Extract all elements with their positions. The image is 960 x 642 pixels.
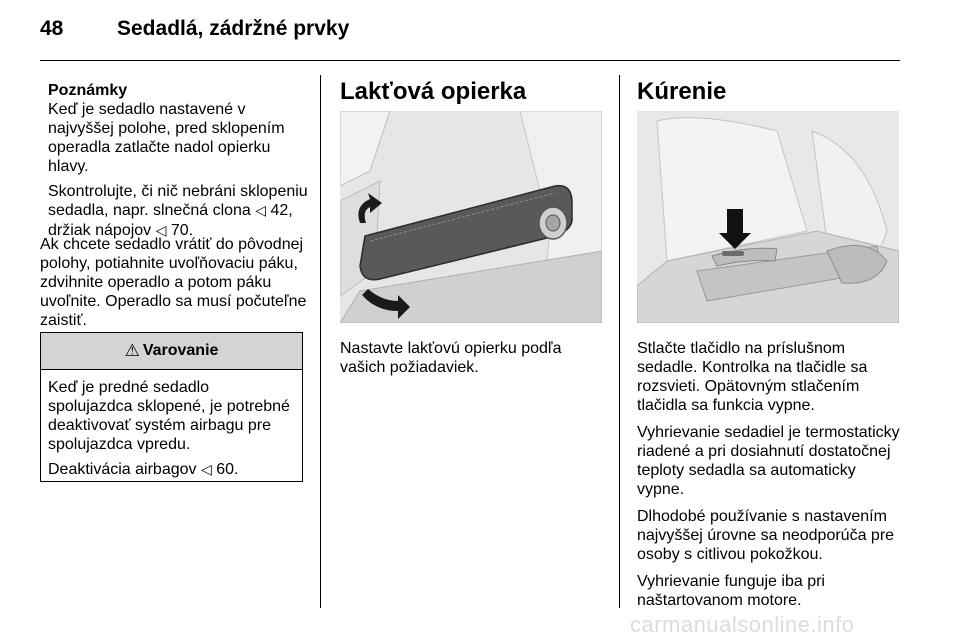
page-number: 48 bbox=[40, 17, 64, 40]
warning-header bbox=[41, 333, 302, 370]
warning-box bbox=[40, 332, 303, 482]
note-text: Skontrolujte, či nič nebráni sklopeniu sedadla, napr. slnečná clona bbox=[48, 183, 308, 219]
note-title: Poznámky bbox=[48, 82, 128, 99]
armrest-illustration bbox=[340, 111, 602, 323]
note-paragraph: Keď je sedadlo nastavené v najvyššej polohe, pred sklopením operadla zatlačte nadol opierku hlavy. bbox=[48, 101, 285, 175]
column-divider-1 bbox=[320, 75, 321, 608]
page-title: Sedadlá, zádržné prvky bbox=[117, 17, 350, 40]
heating-text bbox=[637, 339, 901, 618]
heating-paragraph-4: Vyhrievanie funguje iba pri naštartovanom motore. bbox=[637, 573, 825, 609]
warning-body bbox=[41, 370, 302, 480]
warning-icon: ⚠ bbox=[124, 341, 140, 360]
page-reference-sun-visor[interactable]: 42 bbox=[270, 202, 289, 219]
page-reference-arrow-icon: ◁ bbox=[200, 462, 212, 478]
armrest-text: Nastavte lakťovú opierku podľa vašich požiadaviek. bbox=[340, 340, 562, 376]
warning-reference-paragraph bbox=[48, 460, 295, 480]
warning-title: Varovanie bbox=[142, 342, 219, 359]
note-block bbox=[48, 81, 310, 247]
note-text-mid: , držiak nápojov bbox=[48, 202, 293, 239]
note-text-end: . bbox=[188, 222, 194, 239]
warning-paragraph: Keď je predné sedadlo spolujazdca sklopené, je potrebné deaktivovať systém airbagu pre spolujazdca vpredu. bbox=[48, 379, 290, 453]
column-divider-2 bbox=[619, 75, 620, 608]
page-reference-arrow-icon: ◁ bbox=[155, 223, 167, 239]
restore-seat-paragraph: Ak chcete sedadlo vrátiť do pôvodnej polohy, potiahnite uvoľňovaciu páku, zdvihnite operadlo a potom páku uvoľnite. Operadlo sa musí počuteľne zaistiť. bbox=[40, 236, 307, 329]
header-rule bbox=[40, 60, 900, 61]
watermark: carmanualsonline.info bbox=[630, 612, 855, 637]
page-reference-cupholder[interactable]: 70 bbox=[170, 222, 189, 239]
warning-text: Deaktivácia airbagov bbox=[48, 461, 197, 478]
warning-text-end: . bbox=[234, 461, 239, 478]
heating-paragraph-1: Stlačte tlačidlo na príslušnom sedadle. Kontrolka na tlačidle sa rozsvieti. Opätovným stlačením tlačidla sa funkcia vypne. bbox=[637, 340, 868, 414]
armrest-heading: Lakťová opierka bbox=[340, 78, 527, 105]
page-reference-arrow-icon: ◁ bbox=[255, 203, 267, 219]
heating-heading: Kúrenie bbox=[637, 78, 727, 105]
heating-illustration bbox=[637, 111, 899, 323]
note-paragraph-references bbox=[48, 182, 310, 241]
page-reference-airbag[interactable]: 60 bbox=[216, 461, 235, 478]
heating-paragraph-2: Vyhrievanie sedadiel je termostaticky riadené a pri dosiahnutí dostatočnej teploty sedadla sa automaticky vypne. bbox=[637, 424, 900, 498]
heating-paragraph-3: Dlhodobé používanie s nastavením najvyššej úrovne sa neodporúča pre osoby s citlivou pokožkou. bbox=[637, 508, 895, 563]
